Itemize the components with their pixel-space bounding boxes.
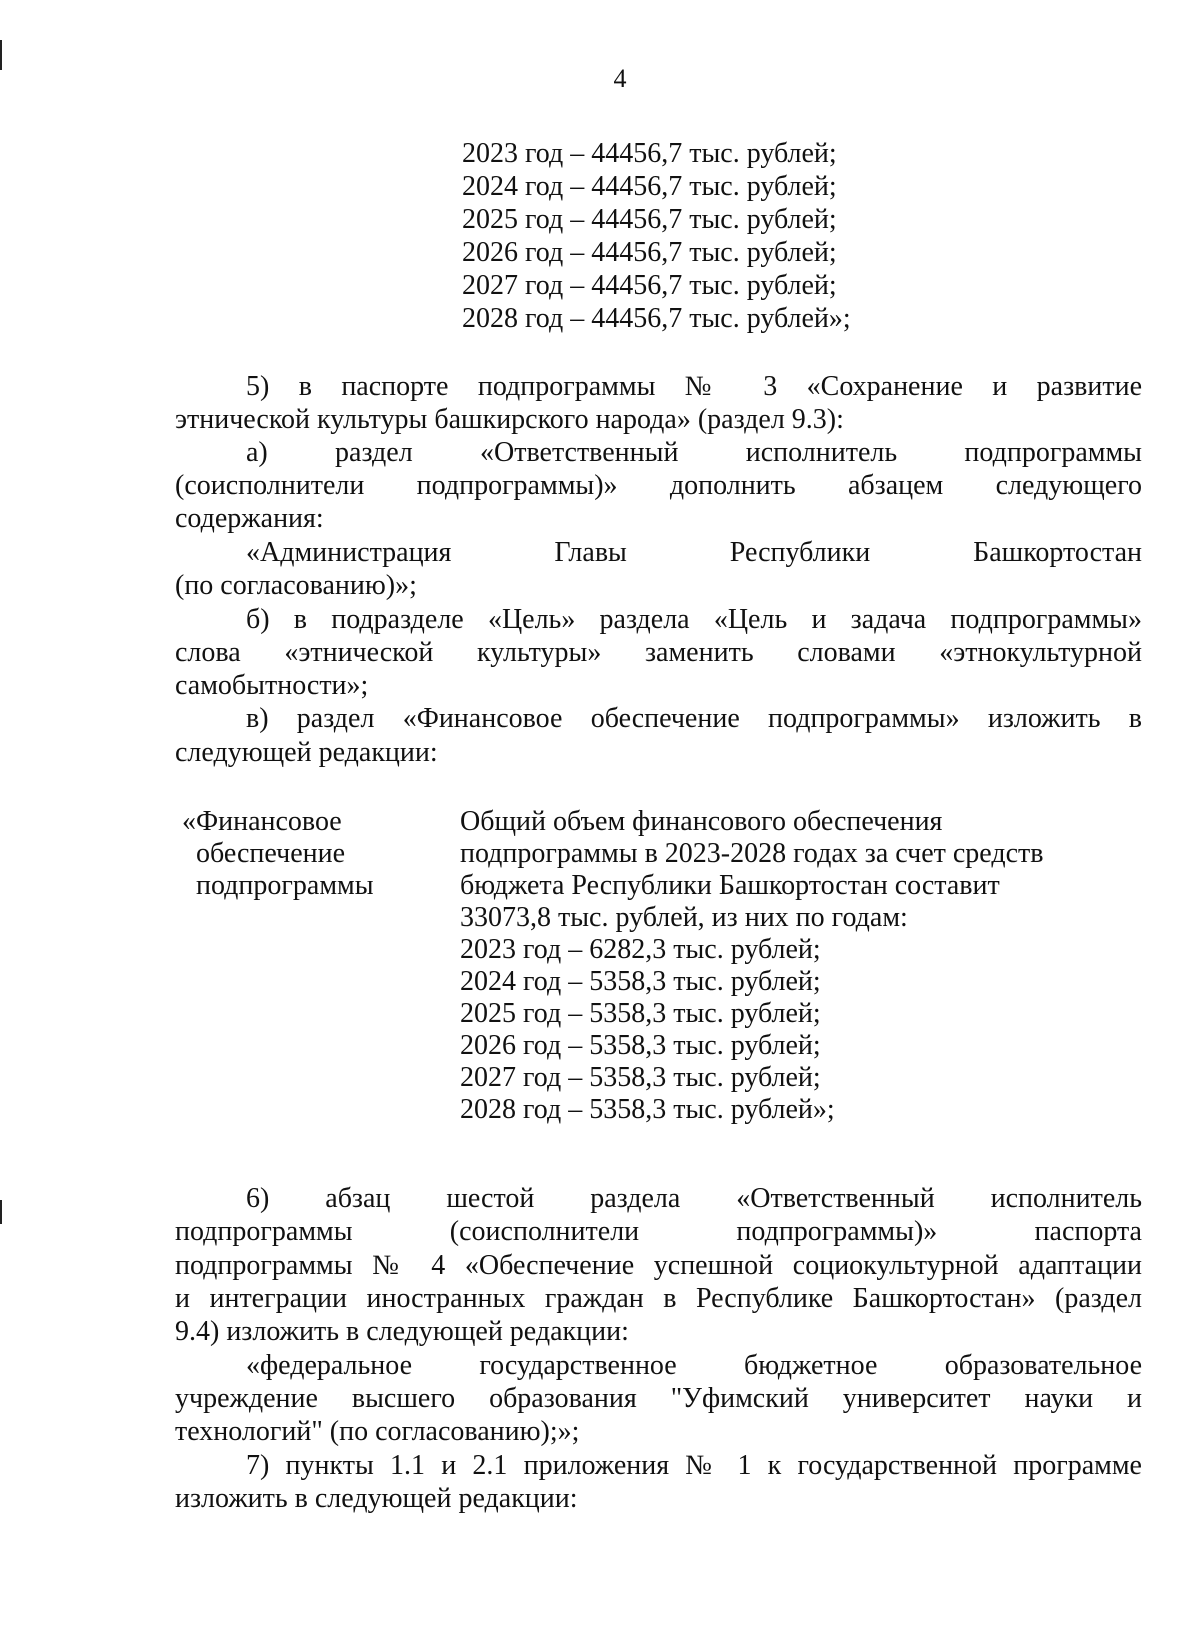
finance-text-line: бюджета Республики Башкортостан составит bbox=[460, 870, 1000, 901]
quoted-line: «Администрация Главы Республики Башкортостан bbox=[246, 537, 1142, 568]
year-line: 2028 год – 44456,7 тыс. рублей»; bbox=[462, 303, 851, 334]
finance-year-line: 2027 год – 5358,3 тыс. рублей; bbox=[460, 1062, 821, 1093]
quoted-line: «федеральное государственное бюджетное образовательное bbox=[246, 1350, 1142, 1381]
scan-edge-mark bbox=[0, 1200, 2, 1224]
year-line: 2026 год – 44456,7 тыс. рублей; bbox=[462, 237, 837, 268]
paragraph-line: б) в подразделе «Цель» раздела «Цель и задача подпрограммы» bbox=[246, 604, 1142, 635]
paragraph-line: слова «этнической культуры» заменить словами «этнокультурной bbox=[175, 637, 1142, 668]
paragraph-line: 9.4) изложить в следующей редакции: bbox=[175, 1316, 629, 1347]
paragraph-line: подпрограммы (соисполнители подпрограммы)» паспорта bbox=[175, 1216, 1142, 1247]
year-line: 2023 год – 44456,7 тыс. рублей; bbox=[462, 138, 837, 169]
year-line: 2027 год – 44456,7 тыс. рублей; bbox=[462, 270, 837, 301]
quoted-line: учреждение высшего образования "Уфимский университет науки и bbox=[175, 1383, 1142, 1414]
paragraph-line: 5) в паспорте подпрограммы № 3 «Сохранение и развитие bbox=[246, 371, 1142, 402]
finance-year-line: 2026 год – 5358,3 тыс. рублей; bbox=[460, 1030, 821, 1061]
year-line: 2025 год – 44456,7 тыс. рублей; bbox=[462, 204, 837, 235]
finance-year-line: 2025 год – 5358,3 тыс. рублей; bbox=[460, 998, 821, 1029]
paragraph-line: а) раздел «Ответственный исполнитель подпрограммы bbox=[246, 437, 1142, 468]
paragraph-line: самобытности»; bbox=[175, 670, 369, 701]
finance-label-line: обеспечение bbox=[196, 838, 346, 869]
quoted-line: технологий" (по согласованию);»; bbox=[175, 1416, 580, 1447]
finance-text-line: Общий объем финансового обеспечения bbox=[460, 806, 943, 837]
finance-year-line: 2024 год – 5358,3 тыс. рублей; bbox=[460, 966, 821, 997]
quoted-line: (по согласованию)»; bbox=[175, 570, 417, 601]
year-line: 2024 год – 44456,7 тыс. рублей; bbox=[462, 171, 837, 202]
finance-label-line: подпрограммы bbox=[196, 870, 374, 901]
paragraph-line: подпрограммы № 4 «Обеспечение успешной социокультурной адаптации bbox=[175, 1250, 1142, 1281]
paragraph-line: содержания: bbox=[175, 503, 324, 534]
paragraph-line: в) раздел «Финансовое обеспечение подпрограммы» изложить в bbox=[246, 703, 1142, 734]
finance-year-line: 2023 год – 6282,3 тыс. рублей; bbox=[460, 934, 821, 965]
paragraph-line: этнической культуры башкирского народа» (раздел 9.3): bbox=[175, 404, 844, 435]
paragraph-line: (соисполнители подпрограммы)» дополнить абзацем следующего bbox=[175, 470, 1142, 501]
paragraph-line: следующей редакции: bbox=[175, 737, 438, 768]
paragraph-line: изложить в следующей редакции: bbox=[175, 1483, 578, 1514]
finance-label-line: «Финансовое bbox=[182, 806, 342, 837]
finance-text-line: 33073,8 тыс. рублей, из них по годам: bbox=[460, 902, 908, 933]
finance-year-line: 2028 год – 5358,3 тыс. рублей»; bbox=[460, 1094, 835, 1125]
paragraph-line: и интеграции иностранных граждан в Республике Башкортостан» (раздел bbox=[175, 1283, 1142, 1314]
paragraph-line: 6) абзац шестой раздела «Ответственный исполнитель bbox=[246, 1183, 1142, 1214]
finance-text-line: подпрограммы в 2023-2028 годах за счет средств bbox=[460, 838, 1044, 869]
page-number: 4 bbox=[613, 64, 627, 93]
paragraph-line: 7) пункты 1.1 и 2.1 приложения № 1 к государственной программе bbox=[246, 1450, 1142, 1481]
